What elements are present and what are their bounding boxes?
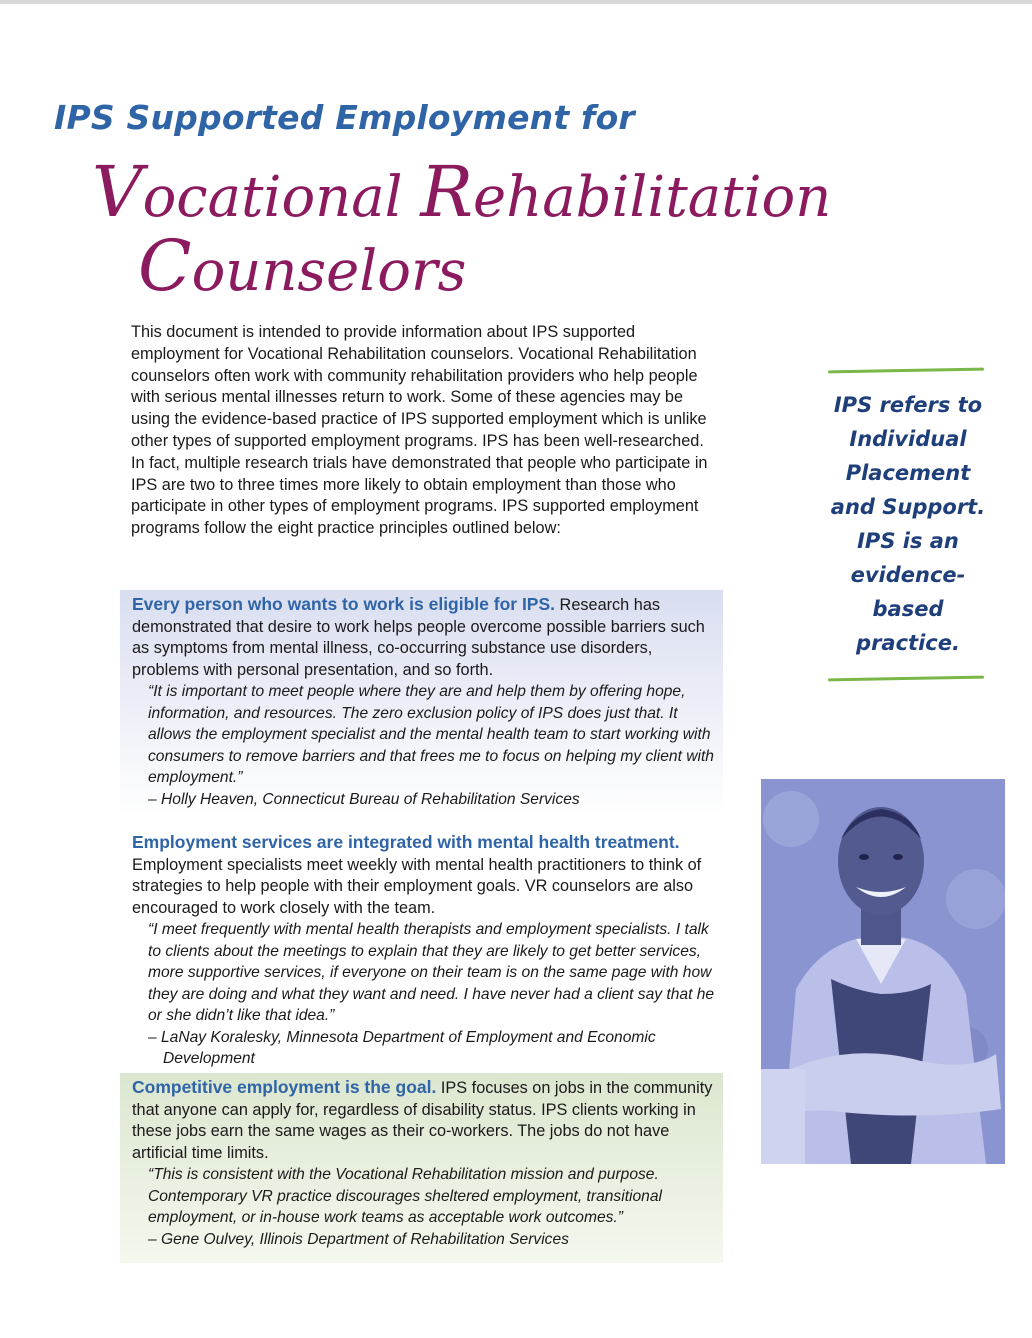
callout-bottom-rule — [828, 676, 984, 682]
principle-section-competitive-employment — [120, 1073, 723, 1263]
title-initial-c: C — [138, 225, 192, 307]
principle-heading: Employment services are integrated with mental health treatment. — [132, 832, 680, 852]
principle-quote: “This is consistent with the Vocational Rehabilitation mission and purpose. Contemporary VR practice discourages sheltered employment, transitional employment, or in-house work teams as acceptable work outcomes.” — [148, 1166, 662, 1226]
intro-paragraph: This document is intended to provide information about IPS supported employment for Vocational Rehabilitation counselors. Vocational Rehabilitation counselors often work with community rehabilitation providers who help people with serious mental illnesses return to work. Some of these agencies may be using the evidence-based practice of IPS supported employment which is unlike other types of supported employment programs. IPS has been well-researched. In fact, multiple research trials have demonstrated that people who participate in IPS are two to three times more likely to obtain employment than those who participate in other types of employment programs. IPS supported employment programs follow the eight practice principles outlined below: — [131, 323, 708, 538]
principle-body: Research has demonstrated that desire to work helps people overcome possible barriers such as symptoms from mental illness, co-occurring substance use disorders, problems with personal presentation, and so forth. — [132, 596, 705, 679]
title-word-rehabilitation: ehabilitation — [473, 165, 832, 230]
title-word-vocational: ocational — [142, 165, 421, 230]
principle-quote: “It is important to meet people where they are and help them by offering hope, information, and resources. The zero exclusion policy of IPS does just that. It allows the employment specialist and the mental health team to start working with consumers to remove barriers and that frees me to focus on helping my client with employment.” — [148, 683, 714, 786]
principle-quote: “I meet frequently with mental health therapists and employment specialists. I talk to clients about the meetings to explain that they are likely to get better services, more supportive services, if everyone on their team is on the same page with how they are doing and what they want and need. I have never had a client say that he or she didn’t like that idea.” — [148, 921, 715, 1024]
top-divider — [0, 0, 1032, 4]
title-initial-r: R — [420, 151, 474, 233]
ips-definition-callout: IPS refers to Individual Placement and Support. IPS is an evidence-based practice. — [830, 393, 986, 655]
principle-heading: Competitive employment is the goal. — [132, 1077, 437, 1097]
page-title-line-2 — [138, 225, 467, 307]
page-title-line-1 — [92, 151, 832, 233]
callout-top-rule — [828, 368, 984, 374]
principle-paragraph — [132, 594, 723, 681]
principle-paragraph — [132, 1077, 723, 1164]
title-word-counselors: ounselors — [191, 239, 467, 304]
title-initial-v: V — [92, 151, 143, 233]
page-kicker: IPS Supported Employment for — [54, 98, 635, 137]
worker-photo — [761, 779, 1005, 1164]
quote-attribution: – Gene Oulvey, Illinois Department of Rehabilitation Services — [148, 1230, 569, 1248]
principle-heading: Every person who wants to work is eligible for IPS. — [132, 594, 556, 614]
worker-photo-illustration — [761, 779, 1005, 1164]
principle-paragraph — [132, 832, 723, 919]
quote-attribution: – Holly Heaven, Connecticut Bureau of Rehabilitation Services — [148, 790, 580, 808]
principle-body: Employment specialists meet weekly with mental health practitioners to think of strategies to help people with their employment goals. VR counselors are also encouraged to work closely with the team. — [132, 855, 702, 917]
quote-attribution: – LaNay Koralesky, Minnesota Department of Employment and Economic — [148, 1028, 656, 1046]
principle-body: IPS focuses on jobs in the community that anyone can apply for, regardless of disability status. IPS clients working in these jobs earn the same wages as their co-workers. The jobs do not have artificial time limits. — [132, 1079, 713, 1162]
principle-section-integration — [120, 828, 723, 1067]
quote-attribution-continued: Development — [163, 1050, 255, 1067]
principle-section-eligibility — [120, 590, 723, 816]
